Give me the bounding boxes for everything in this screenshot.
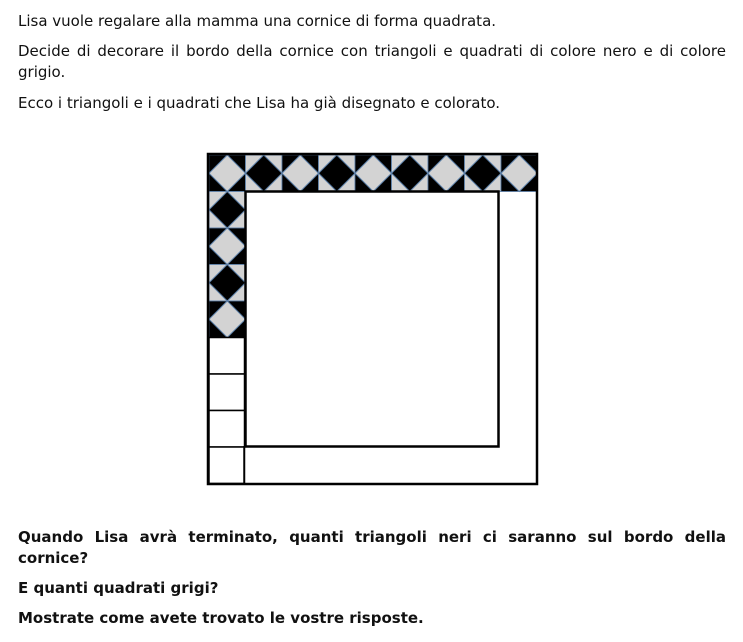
- frame-outer-border: [208, 154, 537, 484]
- question-black-triangles: Quando Lisa avrà terminato, quanti triangoli neri ci saranno sul bordo della cornice?: [18, 528, 726, 567]
- left-empty-cell-2: [209, 374, 245, 411]
- left-empty-cell-1: [209, 338, 245, 375]
- frame-tiles: [209, 155, 538, 484]
- left-empty-cell-4: [209, 447, 245, 484]
- question-show-work: Mostrate come avete trovato le vostre risposte.: [18, 609, 424, 627]
- intro-line-3: Ecco i triangoli e i quadrati che Lisa ha già disegnato e colorato.: [18, 94, 501, 112]
- intro-line-1: Lisa vuole regalare alla mamma una cornice di forma quadrata.: [18, 12, 497, 30]
- question-grey-squares: E quanti quadrati grigi?: [18, 579, 219, 597]
- left-empty-cell-3: [209, 411, 245, 448]
- intro-line-2: Decide di decorare il bordo della cornice con triangoli e quadrati di colore nero e di colore grigio.: [18, 42, 726, 81]
- frame-inner-border: [246, 192, 499, 447]
